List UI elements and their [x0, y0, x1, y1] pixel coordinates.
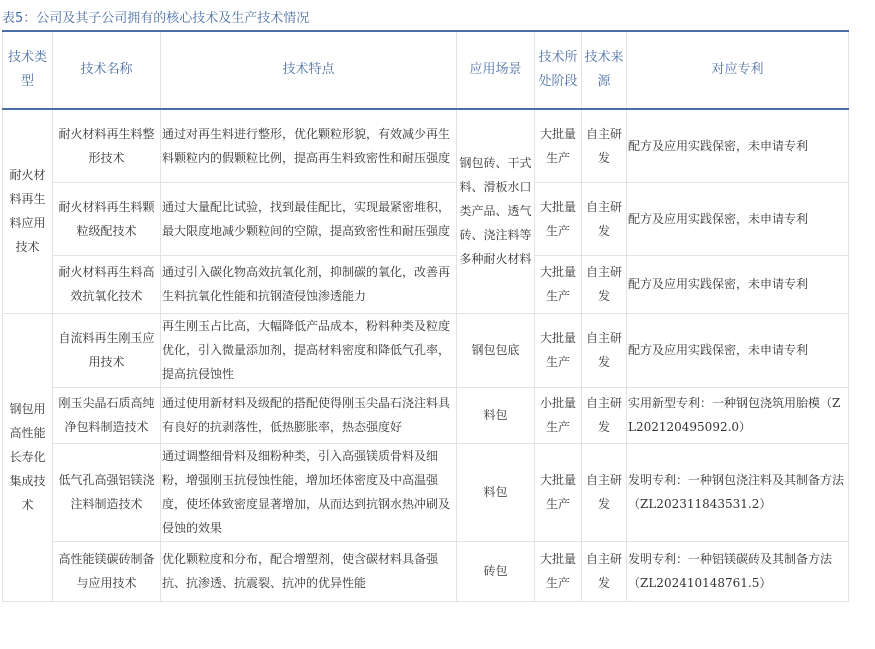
tech-feature-cell: 通过引入碳化物高效抗氧化剂，抑制碳的氧化，改善再生料抗氧化性能和抗钢渣侵蚀渗透能力 — [161, 255, 457, 313]
scene-cell: 砖包 — [457, 541, 535, 601]
tech-name-cell: 耐火材料再生料颗粒级配技术 — [53, 182, 161, 255]
stage-cell: 大批量生产 — [535, 182, 582, 255]
scene-cell: 钢包包底 — [457, 313, 535, 387]
tech-name-cell: 耐火材料再生料整形技术 — [53, 109, 161, 182]
tech-feature-cell: 通过调整细骨料及细粉种类，引入高强镁质骨料及细粉，增强刚玉抗侵蚀性能，增加坯体密度及中高温强度，使坯体致密度显著增加，从而达到抗钢水热冲刷及侵蚀的效果 — [161, 443, 457, 541]
tech-feature-cell: 通过大量配比试验，找到最佳配比，实现最紧密堆积，最大限度地减少颗粒间的空隙，提高致密性和耐压强度 — [161, 182, 457, 255]
stage-cell: 大批量生产 — [535, 109, 582, 182]
tech-feature-cell: 通过对再生料进行整形，优化颗粒形貌，有效减少再生料颗粒内的假颗粒比例，提高再生料致密性和耐压强度 — [161, 109, 457, 182]
tech-name-cell: 刚玉尖晶石质高纯净包料制造技术 — [53, 387, 161, 443]
tech-feature-cell: 通过使用新材料及级配的搭配使得刚玉尖晶石浇注料具有良好的抗剥落性，低热膨胀率，热态强度好 — [161, 387, 457, 443]
header-scene: 应用场景 — [457, 31, 535, 109]
table-row — [3, 109, 849, 182]
stage-cell: 小批量生产 — [535, 387, 582, 443]
patent-cell: 配方及应用实践保密，未申请专利 — [627, 255, 849, 313]
header-patent: 对应专利 — [627, 31, 849, 109]
table-row — [3, 313, 849, 387]
tech-name-cell: 高性能镁碳砖制备与应用技术 — [53, 541, 161, 601]
table-row — [3, 387, 849, 443]
tech-type-cell: 耐火材料再生料应用技术 — [3, 109, 53, 313]
patent-cell: 配方及应用实践保密，未申请专利 — [627, 182, 849, 255]
stage-cell: 大批量生产 — [535, 255, 582, 313]
header-tech-feature: 技术特点 — [161, 31, 457, 109]
source-cell: 自主研发 — [582, 387, 627, 443]
tech-feature-cell: 优化颗粒度和分布，配合增塑剂，使含碳材料具备强抗、抗渗透、抗震裂、抗冲的优异性能 — [161, 541, 457, 601]
source-cell: 自主研发 — [582, 541, 627, 601]
table-caption: 表5：公司及其子公司拥有的核心技术及生产技术情况 — [2, 11, 310, 26]
stage-cell: 大批量生产 — [535, 443, 582, 541]
patent-cell: 发明专利：一种铝镁碳砖及其制备方法（ZL202410148761.5） — [627, 541, 849, 601]
tech-name-cell: 自流料再生刚玉应用技术 — [53, 313, 161, 387]
patent-cell: 发明专利：一种钢包浇注料及其制备方法（ZL202311843531.2） — [627, 443, 849, 541]
stage-cell: 大批量生产 — [535, 313, 582, 387]
core-technology-table — [2, 30, 849, 602]
table-row — [3, 255, 849, 313]
header-tech-type: 技术类型 — [3, 31, 53, 109]
header-source: 技术来源 — [582, 31, 627, 109]
tech-feature-cell: 再生刚玉占比高，大幅降低产品成本，粉料种类及粒度优化，引入微量添加剂，提高材料密度和降低气孔率，提高抗侵蚀性 — [161, 313, 457, 387]
table-row — [3, 443, 849, 541]
table-row — [3, 541, 849, 601]
scene-cell: 料包 — [457, 387, 535, 443]
scene-cell: 钢包砖、干式料、滑板水口类产品、透气砖、浇注料等多种耐火材料 — [457, 109, 535, 313]
patent-cell: 配方及应用实践保密，未申请专利 — [627, 313, 849, 387]
source-cell: 自主研发 — [582, 182, 627, 255]
header-stage: 技术所处阶段 — [535, 31, 582, 109]
source-cell: 自主研发 — [582, 313, 627, 387]
stage-cell: 大批量生产 — [535, 541, 582, 601]
tech-name-cell: 耐火材料再生料高效抗氧化技术 — [53, 255, 161, 313]
patent-cell: 实用新型专利：一种钢包浇筑用胎模（ZL202120495092.0） — [627, 387, 849, 443]
source-cell: 自主研发 — [582, 109, 627, 182]
tech-name-cell: 低气孔高强铝镁浇注料制造技术 — [53, 443, 161, 541]
table-row — [3, 182, 849, 255]
source-cell: 自主研发 — [582, 443, 627, 541]
tech-type-cell: 钢包用高性能长寿化集成技术 — [3, 313, 53, 601]
header-tech-name: 技术名称 — [53, 31, 161, 109]
table-header-row — [3, 31, 849, 109]
source-cell: 自主研发 — [582, 255, 627, 313]
scene-cell: 料包 — [457, 443, 535, 541]
patent-cell: 配方及应用实践保密，未申请专利 — [627, 109, 849, 182]
